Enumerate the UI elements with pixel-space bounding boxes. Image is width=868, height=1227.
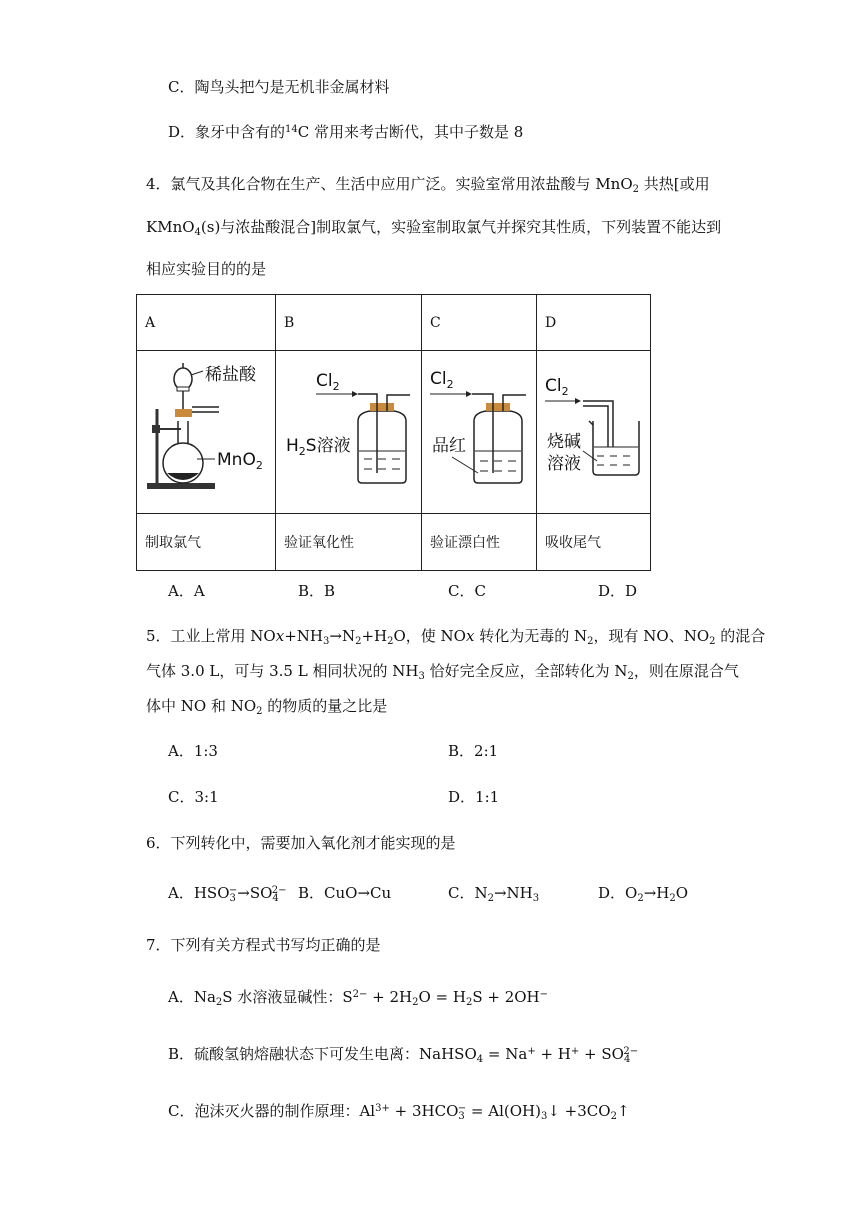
beaker-diagram — [537, 351, 650, 513]
header-d: D — [537, 295, 651, 351]
apparatus-a — [137, 351, 276, 514]
purpose-b: 验证氧化性 — [276, 514, 422, 571]
q4-stem-line1: 4．氯气及其化合物在生产、生活中应用广泛。实验室常用浓盐酸与 MnO$_2$ 共热[或用 — [146, 175, 710, 195]
q6-option-c: C．$N_2\to NH_3$ — [448, 884, 540, 904]
purpose-d: 吸收尾气 — [537, 514, 651, 571]
q4-apparatus-table — [136, 294, 651, 571]
label-naoh-2: 溶液 — [547, 454, 581, 474]
label-h2s-solution: $H_2S$溶液 — [286, 436, 351, 458]
q4-option-b: B．B — [298, 582, 336, 600]
label-mno2: MnO$_2$ — [217, 450, 263, 472]
q4-option-d: D．D — [598, 582, 638, 600]
q4-stem-line3: 相应实验目的的是 — [146, 260, 267, 278]
purpose-a: 制取氯气 — [137, 514, 276, 571]
q6-stem: 6．下列转化中，需要加入氧化剂才能实现的是 — [146, 834, 456, 852]
q7-stem: 7．下列有关方程式书写均正确的是 — [146, 936, 381, 954]
q7-option-b: B．硫酸氢钠熔融状态下可发生电离：NaHSO$_4$ = $Na^+ + H^+ + SO_4^{2-}$ — [168, 1045, 639, 1065]
q6-option-b: B．CuO→Cu — [298, 884, 392, 902]
label-dilute-hcl: 稀盐酸 — [205, 365, 256, 385]
header-b: B — [276, 295, 422, 351]
q5-stem-line2: 气体 3.0 L，可与 3.5 L 相同状况的 $NH_3$ 恰好完全反应，全部转化为 $N_2$，则在原混合气 — [146, 662, 739, 682]
q3-option-d: D．象牙中含有的$^{14}$C 常用来考古断代，其中子数是 8 — [168, 123, 524, 141]
label-naoh-1: 烧碱 — [547, 432, 581, 452]
q7-option-c: C．泡沫灭火器的制作原理：$Al^{3+} + 3HCO_3^-$ = $Al(OH)_3↓$ $+3CO_2↑$ — [168, 1102, 630, 1122]
q4-option-a: A．A — [168, 582, 205, 600]
header-a: A — [137, 295, 276, 351]
h2s-bottle-diagram — [276, 351, 421, 513]
label-cl2-d: $Cl_2$ — [545, 376, 569, 398]
q5-option-d: D．1:1 — [448, 788, 500, 806]
q4-stem-line2: KMnO$_4$(s)与浓盐酸混合]制取氯气，实验室制取氯气并探究其性质，下列装置不能达到 — [146, 218, 722, 238]
apparatus-b — [276, 351, 422, 514]
q7-option-a: A．$Na_2S$ 水溶液显碱性：$S^{2-} + 2H_2O = H_2S + 2OH^-$ — [168, 988, 549, 1008]
q6-option-a: A．$HSO_3^-\to SO_4^{2-}$ — [168, 884, 287, 904]
apparatus-d — [537, 351, 651, 514]
label-cl2-b: $Cl_2$ — [316, 371, 340, 393]
purpose-c: 验证漂白性 — [422, 514, 537, 571]
q5-option-a: A．1:3 — [168, 742, 218, 760]
q5-stem-line1: 5．工业上常用 $NOx+NH_3\to N_2+H_2O$，使 NOx 转化为无毒的 $N_2$，现有 NO、$NO_2$ 的混合 — [146, 627, 766, 647]
q4-option-c: C．C — [448, 582, 486, 600]
header-c: C — [422, 295, 537, 351]
q5-option-c: C．3:1 — [168, 788, 219, 806]
label-pinkred-dye: 品红 — [432, 436, 466, 456]
label-cl2-c: $Cl_2$ — [430, 369, 454, 391]
dye-bottle-diagram — [422, 351, 536, 513]
q3-option-c: C．陶鸟头把勺是无机非金属材料 — [168, 78, 390, 96]
q5-option-b: B．2:1 — [448, 742, 499, 760]
q5-stem-line3: 体中 NO 和 $NO_2$ 的物质的量之比是 — [146, 697, 388, 717]
chlorine-generator-diagram — [137, 351, 275, 513]
q6-option-d: D．$O_2\to H_2O$ — [598, 884, 689, 904]
apparatus-c — [422, 351, 537, 514]
